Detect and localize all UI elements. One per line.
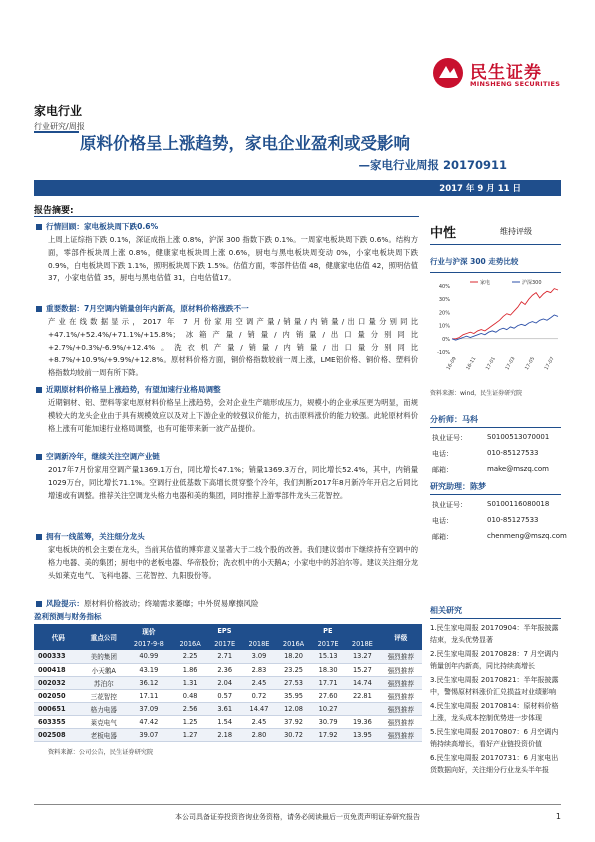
table-cell: 2.80 [242,728,276,741]
th-eps: EPS [173,624,276,637]
table-cell: 0.57 [217,691,233,700]
table-cell: 强烈推荐 [387,666,414,675]
company-name: 三花智控 [90,692,117,701]
related-item-3[interactable]: 3.民生家电周报 20170821：半年报披露中，警惕原材料涨价汇兑损益对业绩影响 [430,676,559,697]
table-cell: 1.25 [182,717,198,726]
bullet-key-data: 重要数据：7月空调内销量创年内新高，原材料价格涨跌不一 [36,303,249,314]
para-bluechips: 家电板块的机会主要在龙头，当前其估值的博弈意义显著大于二线个股的改善。我们建议弱市下继续持有空调中的格力电器、美的集团；厨电中的老板电器、华帝股份；洗衣机中的小天鹅A；小家电中的苏泊尔等。建议关注细分龙头如莱克电气、飞科电器、三花智控、九阳股份等。 [48,545,418,580]
y-tick-label: 10% [438,323,450,330]
table-row [34,676,422,689]
table-cell: 17.11 [139,691,159,700]
legend-label: 家电 [480,280,491,286]
table-cell: 强烈推荐 [387,692,414,701]
report-type: 行业研究/周报 [34,122,85,131]
table-cell: 37.09 [125,702,173,715]
stock-code: 000333 [34,650,83,663]
bullet-risk: 风险提示：原材料价格波动；终端需求萎靡；中外贸易摩擦风险 [36,598,259,609]
table-cell: 3.61 [208,702,242,715]
table-cell: 30.79 [318,717,338,726]
company-name: 美的集团 [83,650,125,663]
report-title: 原料价格呈上涨趋势，家电企业盈利或受影响 [80,134,410,153]
table-cell: 43.19 [139,665,159,674]
related-item-4[interactable]: 4.民生家电周报 20170814：原材料价格上涨，龙头成本控制优势进一步体现 [430,702,559,723]
assistant-rule [430,494,561,495]
x-tick-label: 16-11 [466,356,478,372]
table-cell: 2.71 [208,650,242,663]
rating-sub: 维持评级 [500,227,532,236]
summary-rule [34,216,419,217]
table-cell: 18.20 [276,650,311,663]
table-cell: 3.09 [242,650,276,663]
y-tick-label: -10% [437,350,450,356]
table-cell: 10.27 [311,702,345,715]
assistant-phone-label: 电话： [432,517,453,525]
company-name: 老板电器 [83,728,125,741]
series-line-0 [452,289,558,339]
table-cell: 39.07 [125,728,173,741]
rating-main: 中性 [430,226,457,241]
x-tick-label: 17-07 [544,356,556,372]
table-cell: 2.25 [173,650,208,663]
table-cell: 35.95 [284,691,303,700]
brand-name-en: MINSHENG SECURITIES [470,80,561,88]
assistant-heading: 研究助理：陈梦 [430,482,486,491]
analyst-phone-label: 电话： [432,450,453,458]
x-tick-label: 17-03 [505,356,517,372]
table-source: 资料来源：公司公告，民生证券研究院 [48,749,154,756]
para-market-review: 上周上证综指下跌 0.1%，深证成指上涨 0.8%，沪深 300 指数下跌 0.1%。一周家电板块周下跌 0.6%。结构方面，零部件板块周上涨 0.8%，健康家电板块周上涨 0.6%，厨电与黑电板块周变动 0%，小家电板块周下跌 0.9%，白电板块周下跌 1.1%，照明板块周下跌 1.5%。估值方面，零部件估值 48，健康家电估值 42，照明估值 37，小家电估值 35，厨电与黑电估值 31，白电估值17。 [48,235,418,283]
th-year: 2017E [311,637,345,650]
table-cell: 2.45 [251,717,267,726]
th-year: 2016A [276,637,311,650]
assistant-license: S0100116080018 [487,500,550,508]
assistant-email-label: 邮箱： [432,533,453,541]
table-cell: 19.36 [352,717,372,726]
th-year: 2018E [345,637,379,650]
x-tick-label: 16-09 [446,356,458,372]
company-name: 格力电器 [83,702,125,715]
table-cell: 强烈推荐 [380,728,422,741]
legend-label: 沪深300 [522,280,542,286]
y-tick-label: 40% [438,284,450,290]
table-row [34,702,422,715]
table-cell: 1.31 [173,676,208,689]
stock-code: 002050 [38,691,66,700]
table-row [34,689,422,702]
table-cell: 2.18 [208,728,242,741]
table-cell: 强烈推荐 [380,650,422,663]
para-material-price: 近期铜材、铝、塑料等家电原材料价格呈上涨趋势，会对企业生产端形成压力，规模小的企业承压更为明显，而规模较大的龙头企业由于具有规模效应以及对上下游企业的较强议价能力，抗击原料涨价的能力较强。此轮原材料价格上涨有可能加速行业格局调整，也有可能带来新一波产品提价。 [48,398,418,433]
stock-code: 002508 [34,728,83,741]
th-date: 2017-9-8 [125,637,173,650]
table-cell: 1.54 [217,717,233,726]
analyst-phone: 010-85127533 [487,449,539,457]
report-date: 2017 年 9 月 11 日 [439,184,521,194]
table-cell: 15.13 [311,650,345,663]
x-tick-label: 17-05 [524,356,537,372]
chart-heading: 行业与沪深 300 走势比较 [430,257,519,266]
table-cell: 17.92 [311,728,345,741]
table-cell: 2.04 [208,676,242,689]
table-row [34,728,422,741]
table-cell: 2.45 [242,676,276,689]
related-rule [430,618,561,619]
table-cell: 14.47 [242,702,276,715]
table-cell: 1.86 [182,665,198,674]
stock-code: 000418 [38,665,66,674]
summary-heading: 报告摘要: [34,206,74,216]
page-number: 1 [555,812,561,821]
bullet-market-review: 行情回顾：家电板块周下跌0.6% [36,221,158,232]
related-item-2[interactable]: 2.民生家电周报 20170828：7 月空调内销量创年内新高，同比持续高增长 [430,650,559,671]
table-cell: 17.71 [311,676,345,689]
table-cell: 27.53 [276,676,311,689]
forecast-table [34,624,422,742]
trend-chart [430,278,561,380]
date-bar [34,180,561,196]
table-cell: 37.92 [284,717,303,726]
y-tick-label: 0% [442,336,450,343]
table-cell: 强烈推荐 [380,676,422,689]
table-cell: 0.48 [182,691,198,700]
table-cell: 15.27 [352,665,372,674]
related-heading: 相关研究 [430,606,462,615]
table-cell: 2.83 [251,665,267,674]
th-year: 2018E [242,637,276,650]
table-row [34,650,422,663]
table-cell: 12.08 [276,702,311,715]
table-cell: 40.99 [125,650,173,663]
bullet-bluechips: 拥有一线蓝筹，关注细分龙头 [36,531,145,542]
chart-rule [430,272,561,273]
table-cell: 18.30 [318,665,338,674]
stock-code: 603355 [38,717,66,726]
table-cell: 30.72 [276,728,311,741]
assistant-email[interactable]: chenmeng@mszq.com [487,532,567,540]
bullet-ac-season: 空调新冷年，继续关注空调产业链 [36,451,160,462]
table-cell: 强烈推荐 [387,718,414,727]
table-cell: 47.42 [139,717,159,726]
table-cell: 27.60 [318,691,338,700]
th-year: 2017E [208,637,242,650]
th-rating: 评级 [380,624,422,650]
table-title: 盈利预测与财务指标 [34,612,102,621]
related-item-5[interactable]: 5.民生家电周报 20170807：6 月空调内销持续高增长，看好产业链投资价值 [430,728,559,749]
y-tick-label: 30% [438,297,450,304]
table-cell: 0.72 [251,691,267,700]
series-line-1 [452,315,558,340]
footer-rule [34,804,561,805]
table-cell: 强烈推荐 [380,702,422,715]
company-name: 莱克电气 [90,718,117,727]
footer-disclaimer: 本公司具备证券投资咨询业务资格，请务必阅读最后一页免责声明证券研究报告 [175,813,420,821]
stock-code: 000651 [34,702,83,715]
related-item-1[interactable]: 1.民生家电周报 20170904：半年报披露结束，龙头优势显著 [430,624,559,645]
minsheng-logo-icon [432,57,464,89]
analyst-rule [430,427,561,428]
analyst-heading: 分析师：马科 [430,415,478,424]
company-name: 小天鹅A [91,666,116,675]
th-year: 2016A [173,637,208,650]
chart-source: 资料来源：wind，民生证券研究院 [430,390,523,397]
header-rule [34,131,79,133]
table-cell: 13.27 [345,650,379,663]
para-ac-season: 2017年7月份家用空调产量1369.1万台，同比增长47.1%；销量1369.3万台，同比增长52.4%，其中，内销量1029万台，同比增长71.1%。空调行业低基数下高增长贯穿整个冷年，我们判断2017年8月新冷年开启之后同比增速或有调整。推荐关注空调龙头格力电器和美的集团，同时推荐上游零部件龙头三花智控。 [48,465,418,500]
x-tick-label: 17-01 [485,356,497,372]
th-name: 重点公司 [83,624,125,650]
th-code: 代码 [34,624,83,650]
table-cell: 1.27 [173,728,208,741]
related-item-6[interactable]: 6.民生家电周报 20170731：6 月家电出货数据向好，关注细分行业龙头半年报 [430,754,559,775]
table-row [34,715,422,728]
table-cell: 13.95 [345,728,379,741]
rating-rule [430,244,561,245]
brand-name-cn: 民生证券 [470,63,542,83]
stock-code: 002032 [34,676,83,689]
para-key-data: 产业在线数据显示，2017 年 7 月份家用空调产量/销量/内销量/出口量分别同比 +47.1%/+52.4%/+71.1%/+15.8%；冰箱产量/销量/内销量/出口量分别同比 +2.7%/+0.3%/-6.9%/+12.4%。洗衣机产量/销量/内销量/出口量分别同比 +8.7%/+10.9%/+9.9%/+12.8%。原材料价格方面，铜价格指数较前一周上涨，LME铝价格、铜价格、塑料价格指数均较前一周有所下降。 [48,317,418,378]
th-pe: PE [276,624,379,637]
company-name: 苏泊尔 [83,676,125,689]
table-cell [345,702,379,715]
th-price: 现价 [125,624,173,637]
table-row [34,663,422,676]
table-cell: 14.74 [345,676,379,689]
analyst-license: S0100513070001 [487,433,550,441]
analyst-license-label: 执业证号： [432,434,467,442]
table-cell: 2.36 [217,665,233,674]
industry-label: 家电行业 [34,104,83,118]
report-subtitle: —家电行业周报 20170911 [358,158,507,172]
table-cell: 23.25 [284,665,303,674]
bullet-material-price: 近期原材料价格呈上涨趋势，有望加速行业格局调整 [36,384,221,395]
y-tick-label: 20% [438,310,450,317]
table-cell: 2.56 [173,702,208,715]
assistant-phone: 010-85127533 [487,516,539,524]
assistant-license-label: 执业证号： [432,501,467,509]
table-cell: 22.81 [352,691,372,700]
table-cell: 36.12 [125,676,173,689]
analyst-email-label: 邮箱： [432,466,453,474]
analyst-email[interactable]: make@mszq.com [487,465,549,473]
table-body [34,650,422,741]
